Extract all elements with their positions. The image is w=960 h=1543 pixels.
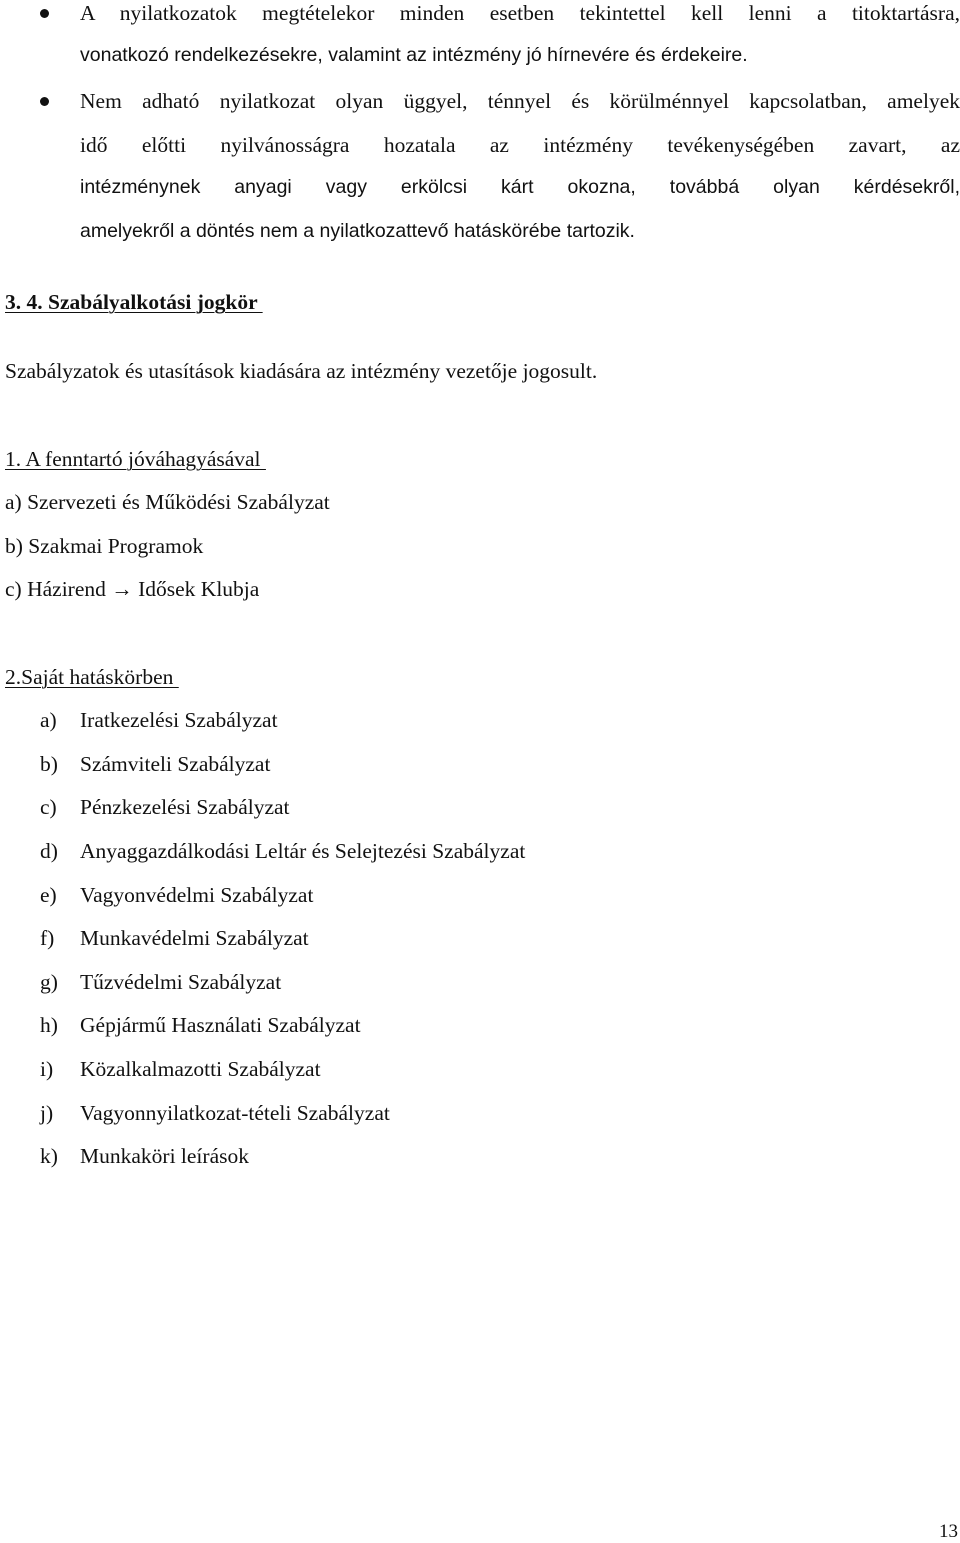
list-item-letter: b) [40,752,58,776]
bullet-1-line-1: A nyilatkozatok megtételekor minden esetben tekintettel kell lenni a titoktartásra, [80,1,960,25]
list-item-letter: h) [40,1013,58,1037]
list-item-letter: g) [40,970,58,994]
list-item-text: Számviteli Szabályzat [80,752,271,776]
section-text: Szabályzatok és utasítások kiadására az intézmény vezetője jogosult. [5,359,598,383]
group-1-item: c) Házirend → Idősek Klubja [5,577,260,601]
page-number: 13 [939,1521,958,1542]
list-item-letter: c) [40,795,57,819]
group-1-heading: 1. A fenntartó jóváhagyásával [5,447,266,471]
section-heading: 3. 4. Szabályalkotási jogkör [5,290,263,314]
list-item-text: Vagyonnyilatkozat-tételi Szabályzat [80,1101,390,1125]
list-item-text: Gépjármű Használati Szabályzat [80,1013,361,1037]
list-item-letter: j) [40,1101,54,1125]
bullet-dot [40,9,49,18]
list-item-text: Közalkalmazotti Szabályzat [80,1057,321,1081]
list-item-letter: e) [40,883,57,907]
bullet-2-line-4: amelyekről a döntés nem a nyilatkozattevő hatáskörébe tartozik. [80,220,635,242]
list-item-letter: d) [40,839,58,863]
group-2-heading: 2.Saját hatáskörben [5,665,179,689]
bullet-2-line-3: intézménynek anyagi vagy erkölcsi kárt okozna, továbbá olyan kérdésekről, [80,176,960,198]
group-1-item: a) Szervezeti és Működési Szabályzat [5,490,330,514]
bullet-2-line-1: Nem adható nyilatkozat olyan üggyel, ténnyel és körülménnyel kapcsolatban, amelyek [80,89,960,113]
list-item-letter: i) [40,1057,54,1081]
bullet-dot [40,97,49,106]
list-item-text: Tűzvédelmi Szabályzat [80,970,282,994]
list-item-text: Iratkezelési Szabályzat [80,708,278,732]
bullet-2-line-2: idő előtti nyilvánosságra hozatala az intézmény tevékenységében zavart, az [80,133,960,157]
list-item-letter: k) [40,1144,58,1168]
list-item-text: Munkaköri leírások [80,1144,249,1168]
list-item-letter: a) [40,708,57,732]
bullet-1-line-2: vonatkozó rendelkezésekre, valamint az intézmény jó hírnevére és érdekeire. [80,44,748,66]
list-item-letter: f) [40,926,55,950]
list-item-text: Vagyonvédelmi Szabályzat [80,883,314,907]
list-item-text: Munkavédelmi Szabályzat [80,926,309,950]
group-1-item: b) Szakmai Programok [5,534,204,558]
list-item-text: Pénzkezelési Szabályzat [80,795,290,819]
list-item-text: Anyaggazdálkodási Leltár és Selejtezési Szabályzat [80,839,526,863]
